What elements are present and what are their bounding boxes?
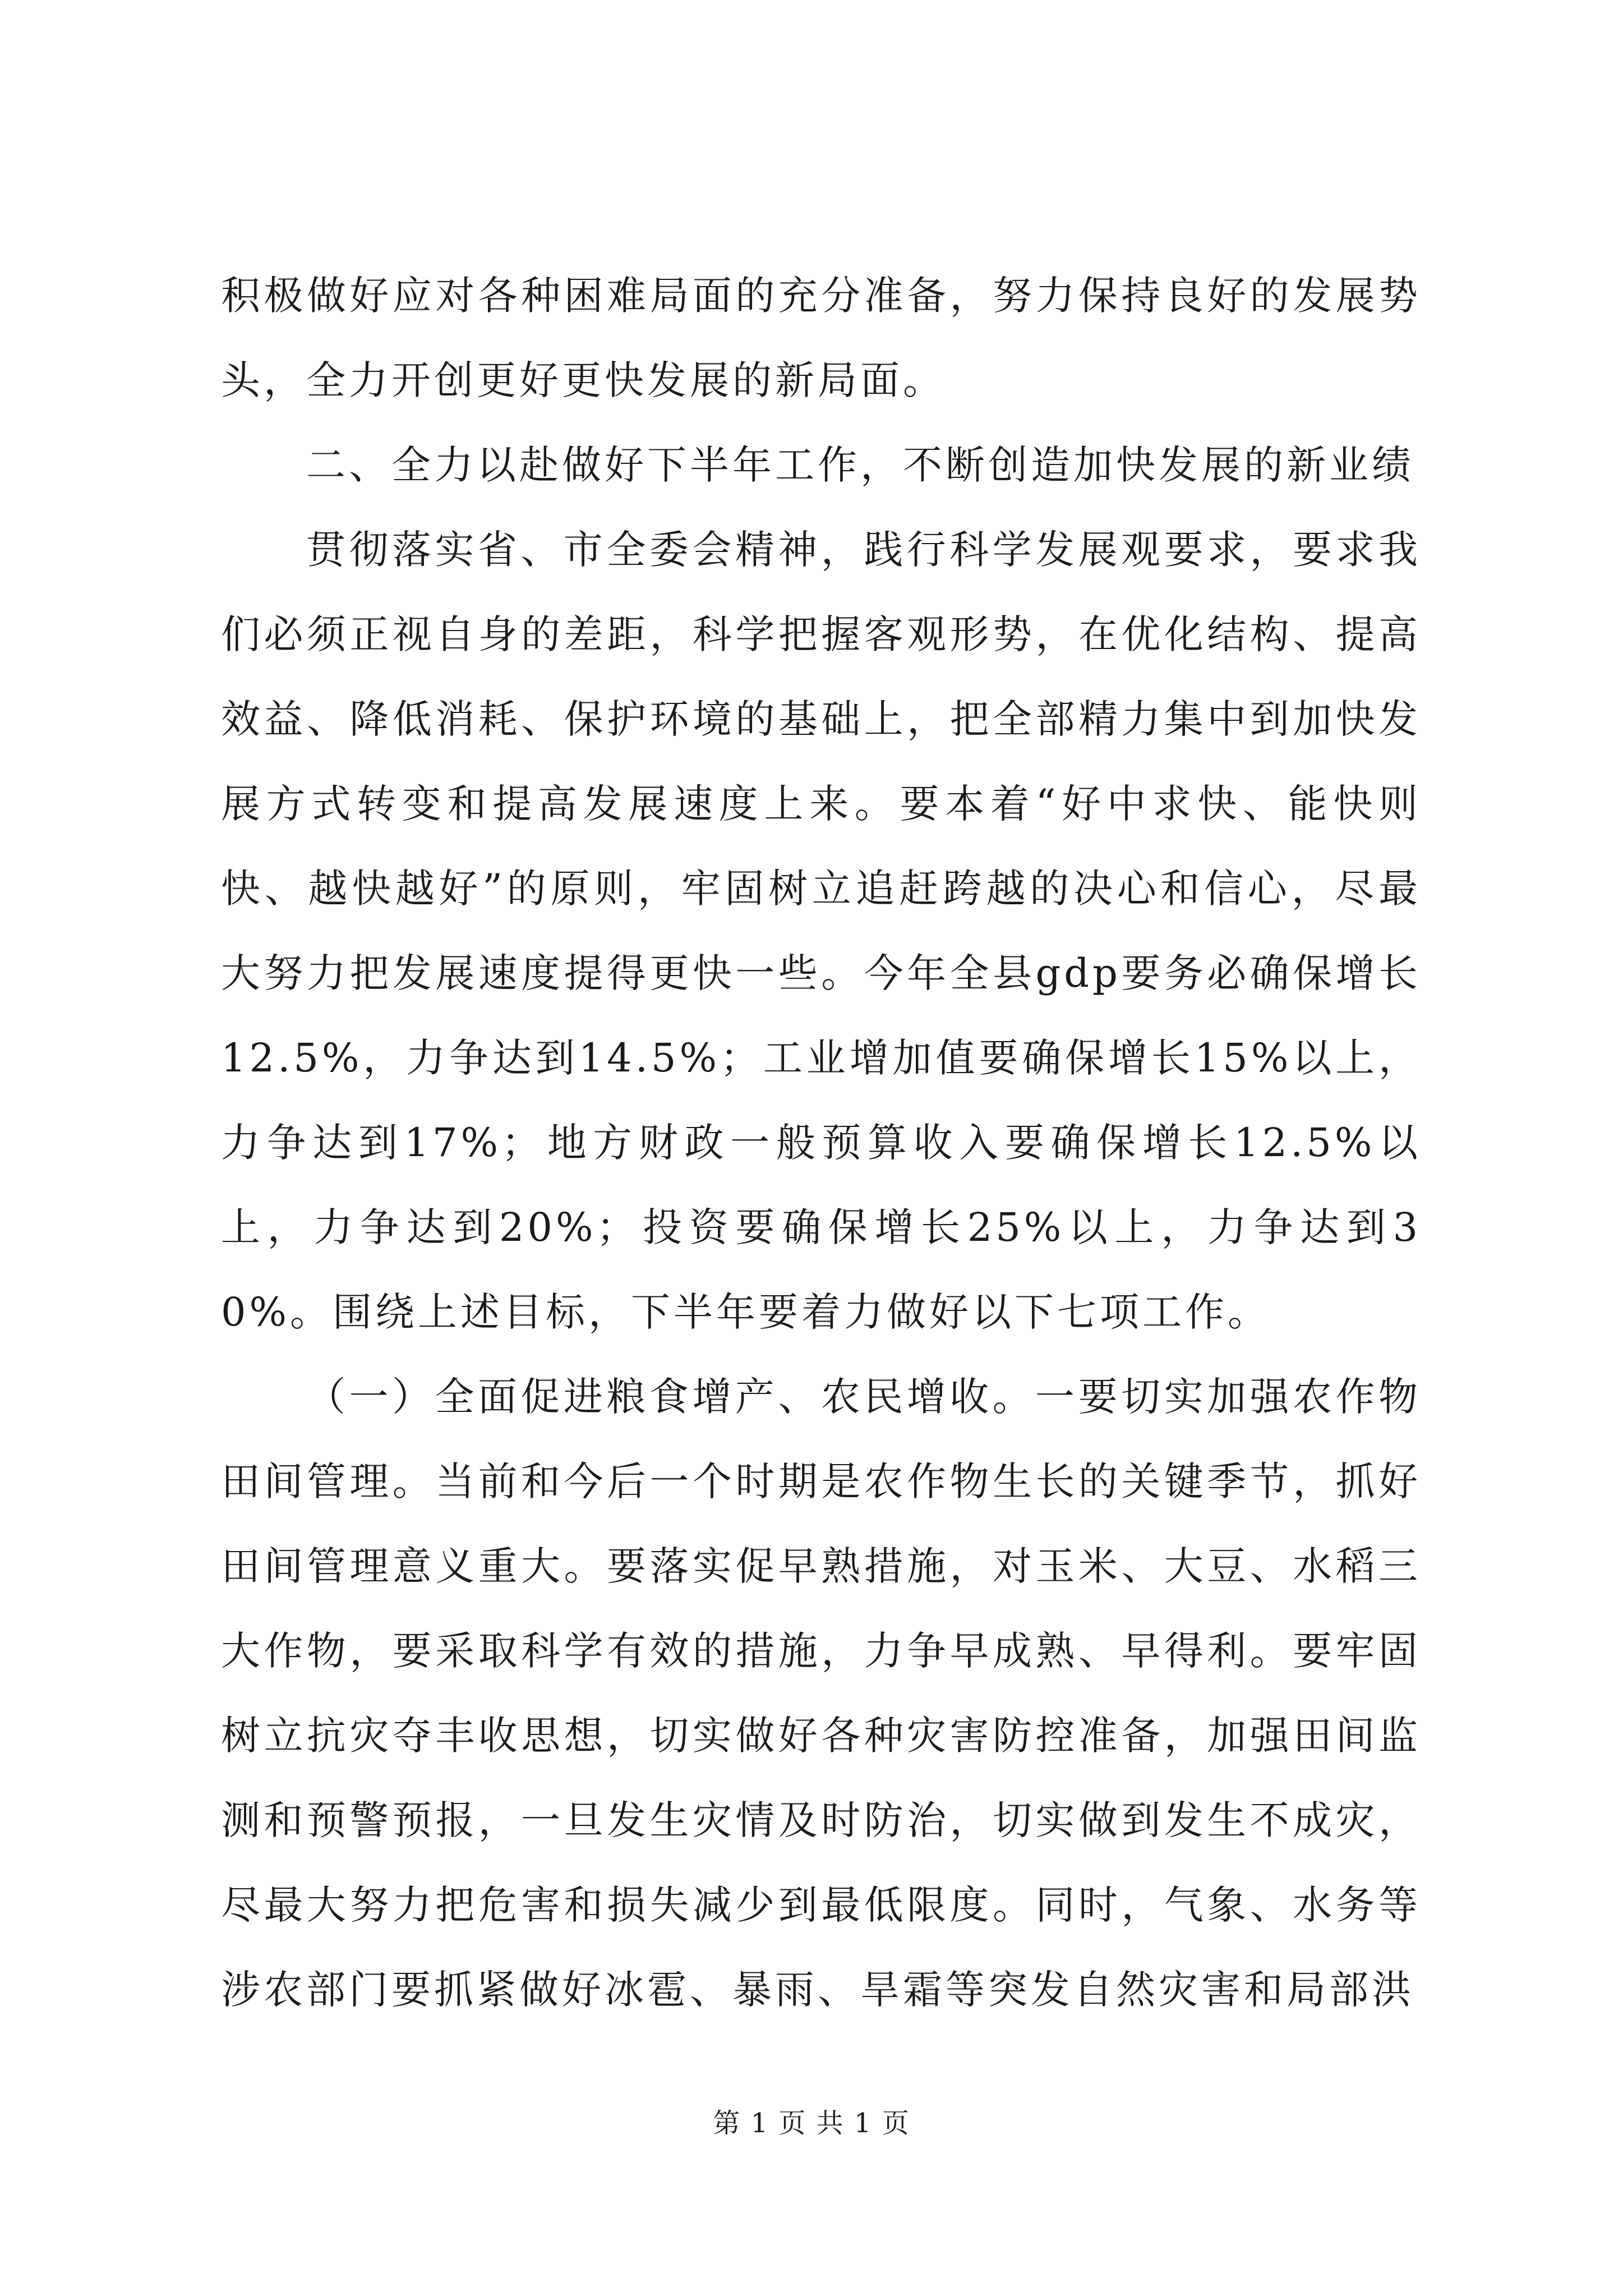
paragraph-continuation: 积极做好应对各种困难局面的充分准备，努力保持良好的发展势头，全力开创更好更快发展的新局面。 [221,273,1421,403]
paragraph-targets: 贯彻落实省、市全委会精神，践行科学发展观要求，要求我们必须正视自身的差距，科学把握客观形势，在优化结构、提高效益、降低消耗、保护环境的基础上，把全部精力集中到加快发展方式转变和提高发展速度上来。要本着“好中求快、能快则快、越快越好”的原则，牢固树立追赶跨越的决心和信心，尽最大努力把发展速度提得更快一些。今年全县gdp要务必确保增长12.5%，力争达到14.5%；工业增加值要确保增长15%以上，力争达到17%；地方财政一般预算收入要确保增长12.5%以上，力争达到20%；投资要确保增长25%以上，力争达到30%。围绕上述目标，下半年要着力做好以下七项工作。 [221,527,1421,1335]
document-body [221,254,1421,2032]
section-heading: 二、全力以赴做好下半年工作，不断创造加快发展的新业绩 [306,442,1414,488]
paragraph-agriculture: （一）全面促进粮食增产、农民增收。一要切实加强农作物田间管理。当前和今后一个时期是农作物生长的关键季节，抓好田间管理意义重大。要落实促早熟措施，对玉米、大豆、水稻三大作物，要采取科学有效的措施，力争早成熟、早得利。要牢固树立抗灾夺丰收思想，切实做好各种灾害防控准备，加强田间监测和预警预报，一旦发生灾情及时防治，切实做到发生不成灾，尽最大努力把危害和损失减少到最低限度。同时，气象、水务等涉农部门要抓紧做好冰雹、暴雨、旱霜等突发自然灾害和局部洪 [221,1374,1421,2013]
page-footer: 第 1 页 共 1 页 [713,2108,910,2139]
